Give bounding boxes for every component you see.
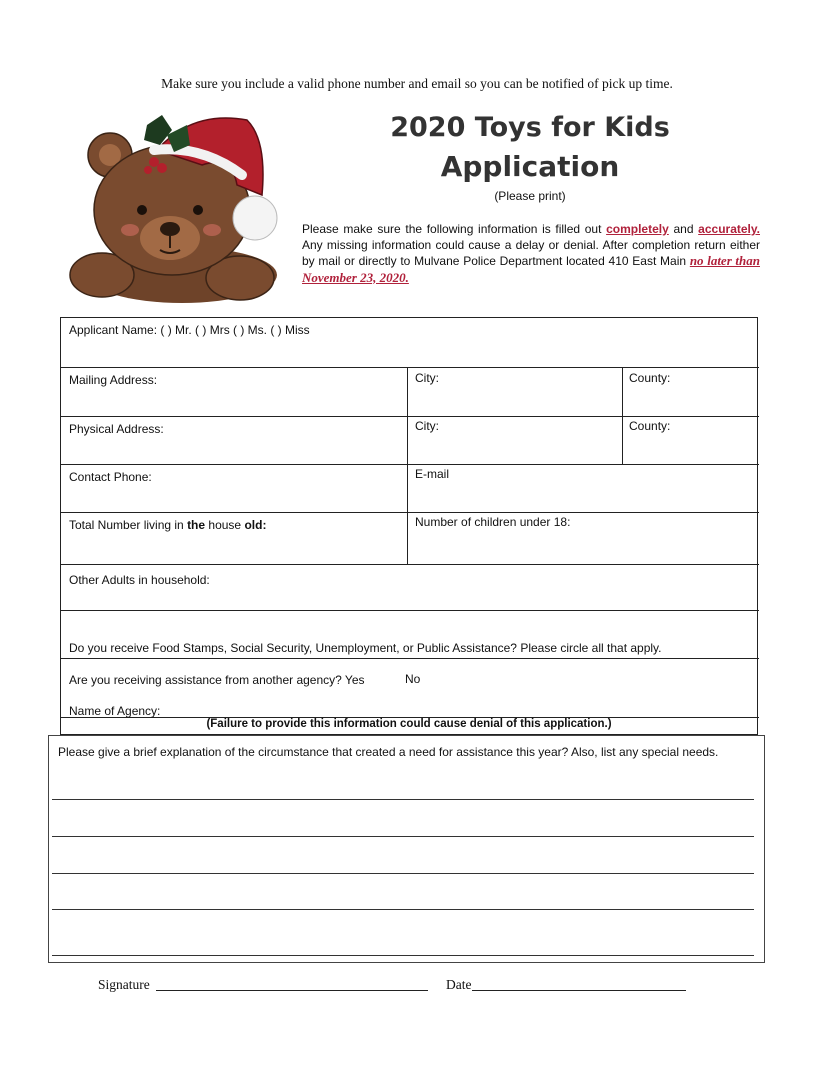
row-divider	[61, 464, 759, 465]
other-agency-no[interactable]: No	[405, 672, 421, 686]
deadline: no later than November 23, 2020.	[302, 253, 760, 285]
instructions	[302, 222, 760, 286]
row-divider	[61, 416, 759, 417]
signature-line[interactable]	[156, 990, 428, 991]
mailing-city-field[interactable]: City:	[415, 371, 439, 385]
writing-line[interactable]	[52, 873, 754, 874]
explanation-box	[48, 735, 765, 963]
instructions-emphasis-completely: completely	[606, 222, 669, 236]
explanation-prompt: Please give a brief explanation of the circumstance that created a need for assistance this year? Also, list any special needs.	[58, 745, 719, 759]
household-total-old: old:	[244, 518, 267, 532]
physical-county-field[interactable]: County:	[629, 419, 671, 433]
instructions-text-2: and	[673, 222, 694, 236]
form-title: 2020 Toys for Kids	[390, 112, 670, 143]
form-title-application: Application	[440, 150, 620, 183]
row-divider	[61, 367, 759, 368]
household-total-the: the	[187, 518, 206, 532]
children-under-18-field[interactable]: Number of children under 18:	[415, 515, 571, 529]
writing-line[interactable]	[52, 909, 754, 910]
assistance-question[interactable]: Do you receive Food Stamps, Social Security, Unemployment, or Public Assistance? Please circle all that apply.	[69, 641, 662, 655]
row-divider	[61, 512, 759, 513]
agency-name-field[interactable]: Name of Agency:	[69, 704, 161, 718]
mailing-county-field[interactable]: County:	[629, 371, 671, 385]
teddy-bear-icon	[62, 110, 292, 305]
row-divider	[61, 610, 759, 611]
date-label: Date	[446, 977, 472, 992]
failure-note: (Failure to provide this information could cause denial of this application.)	[206, 718, 612, 730]
household-total-label: Total Number living in	[69, 518, 184, 532]
writing-line[interactable]	[52, 955, 754, 956]
top-note: Make sure you include a valid phone number and email so you can be notified of pick up time.	[161, 76, 673, 91]
mailing-address-field[interactable]: Mailing Address:	[69, 373, 158, 387]
instructions-text-1: Please make sure the following information is filled out	[302, 222, 602, 236]
column-divider	[407, 464, 408, 564]
date-line[interactable]	[472, 990, 686, 991]
physical-city-field[interactable]: City:	[415, 419, 439, 433]
form-subtitle: (Please print)	[494, 189, 566, 203]
writing-line[interactable]	[52, 836, 754, 837]
other-agency-question[interactable]: Are you receiving assistance from another agency? Yes	[69, 673, 365, 687]
household-total-field[interactable]	[69, 518, 266, 532]
row-divider	[61, 564, 759, 565]
instructions-text-3: Any missing information could cause a delay or denial. After completion return either by mail or directly to Mulvane Police Department located 410 East Main	[302, 237, 760, 268]
other-adults-field[interactable]: Other Adults in household:	[69, 573, 210, 587]
writing-line[interactable]	[52, 799, 754, 800]
physical-address-field[interactable]: Physical Address:	[69, 422, 164, 436]
applicant-name-field[interactable]: Applicant Name: ( ) Mr. ( ) Mrs ( ) Ms. ( ) Miss	[69, 323, 310, 337]
email-field[interactable]: E-mail	[415, 467, 450, 481]
household-total-house: house	[208, 518, 242, 532]
application-form	[60, 317, 758, 735]
column-divider	[622, 367, 623, 464]
instructions-emphasis-accurately: accurately.	[698, 222, 760, 236]
column-divider	[407, 367, 408, 464]
row-divider	[61, 658, 759, 659]
signature-label: Signature	[98, 977, 150, 992]
contact-phone-field[interactable]: Contact Phone:	[69, 470, 152, 484]
